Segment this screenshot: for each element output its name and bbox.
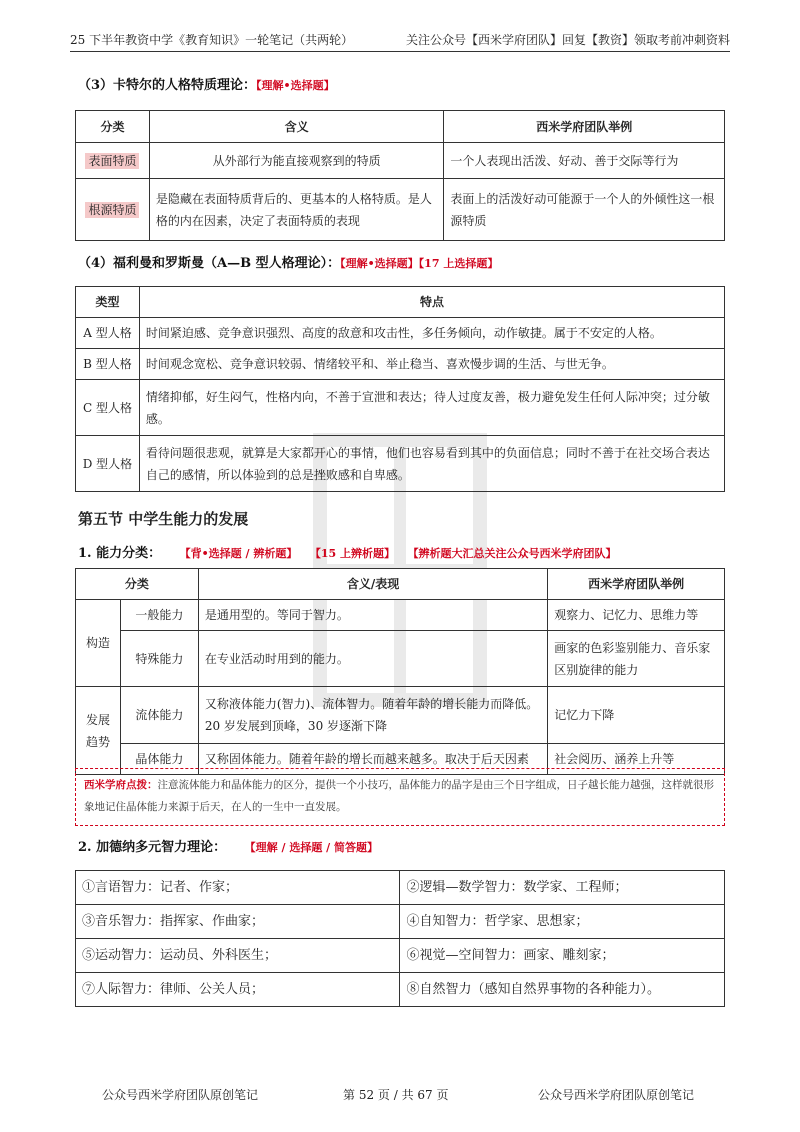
header-right: 关注公众号【西米学府团队】回复【教资】领取考前冲刺资料 [405, 33, 730, 47]
ability-example: 观察力、记忆力、思维力等 [548, 600, 725, 631]
ability-meaning: 又称液体能力(智力)、流体智力。随着年龄的增长能力而降低。20 岁发展到顶峰，30 岁逐渐下降 [198, 687, 547, 744]
personality-type: A 型人格 [76, 318, 140, 349]
table-header: 西米学府团队举例 [548, 569, 725, 600]
ability-example: 社会阅历、涵养上升等 [548, 744, 725, 775]
gardner-heading [78, 836, 378, 855]
table-header: 西米学府团队举例 [444, 111, 725, 143]
personality-type: D 型人格 [76, 436, 140, 492]
table-row [76, 143, 725, 179]
ability-heading [78, 542, 617, 561]
intelligence-cell: ⑤运动智力：运动员、外科医生； [76, 939, 400, 973]
intelligence-cell: ②逻辑—数学智力：数学家、工程师； [400, 871, 725, 905]
table-row [76, 687, 725, 744]
intelligence-cell: ①言语智力：记者、作家； [76, 871, 400, 905]
footer-right: 公众号西米学府团队原创笔记 [538, 1088, 695, 1102]
ability-tag: 【辨析题大汇总关注公众号西米学府团队】 [407, 547, 617, 560]
table-header: 特点 [139, 287, 724, 318]
footer-left: 公众号西米学府团队原创笔记 [102, 1088, 259, 1102]
section-title: 第五节 中学生能力的发展 [78, 510, 249, 528]
friedman-tag: 【理解•选择题】【17 上选择题】 [340, 257, 499, 270]
friedman-table [75, 286, 725, 492]
tip-box [75, 768, 725, 826]
personality-type: B 型人格 [76, 349, 140, 380]
friedman-title: （4）福利曼和罗斯曼（A—B 型人格理论）： [78, 256, 341, 271]
page-header [70, 30, 730, 52]
ability-tag: 【背•选择题 / 辨析题】 [179, 547, 298, 560]
trait-example: 一个人表现出活泼、好动、善于交际等行为 [444, 143, 725, 179]
personality-desc: 时间紧迫感、竞争意识强烈、高度的敌意和攻击性，多任务倾向，动作敏捷。属于不安定的人格。 [139, 318, 724, 349]
table-row [76, 349, 725, 380]
table-header: 分类 [76, 569, 199, 600]
intelligence-cell: ③音乐智力：指挥家、作曲家； [76, 905, 400, 939]
ability-sub: 晶体能力 [120, 744, 198, 775]
table-header: 含义/表现 [198, 569, 547, 600]
page-number: 第 52 页 / 共 67 页 [343, 1088, 449, 1102]
table-row [76, 939, 725, 973]
ability-sub: 一般能力 [120, 600, 198, 631]
cattell-title: （3）卡特尔的人格特质理论： [78, 78, 257, 93]
ability-sub: 特殊能力 [120, 631, 198, 687]
table-row [76, 631, 725, 687]
header-left: 25 下半年教资中学《教育知识》一轮笔记（共两轮） [70, 33, 354, 47]
friedman-heading [78, 252, 498, 271]
gardner-title: 2. 加德纳多元智力理论： [78, 840, 227, 855]
tip-text: 注意流体能力和晶体能力的区分，提供一个小技巧，晶体能力的晶字是由三个日字组成，日子越长能力越强，这样就很形象地记住晶体能力来源于后天，在人的一生中一直发展。 [84, 779, 714, 813]
ability-meaning: 在专业活动时用到的能力。 [198, 631, 547, 687]
intelligence-cell: ⑦人际智力：律师、公关人员； [76, 973, 400, 1007]
table-row [76, 318, 725, 349]
table-header: 类型 [76, 287, 140, 318]
table-row [76, 905, 725, 939]
tip-label: 西米学府点拨： [84, 779, 158, 791]
ability-sub: 流体能力 [120, 687, 198, 744]
ability-group: 构造 [76, 600, 121, 687]
trait-type: 表面特质 [85, 153, 139, 169]
personality-desc: 看待问题很悲观，就算是大家都开心的事情，他们也容易看到其中的负面信息；同时不善于在社交场合表达自己的感情，所以体验到的总是挫败感和自卑感。 [139, 436, 724, 492]
cattell-heading [78, 74, 335, 93]
table-row [76, 871, 725, 905]
table-header: 含义 [149, 111, 444, 143]
table-row [76, 380, 725, 436]
trait-type: 根源特质 [85, 202, 139, 218]
personality-desc: 情绪抑郁，好生闷气，性格内向，不善于宣泄和表达；待人过度友善，极力避免发生任何人际冲突；过分敏感。 [139, 380, 724, 436]
table-row [76, 436, 725, 492]
intelligence-cell: ⑥视觉—空间智力：画家、雕刻家； [400, 939, 725, 973]
personality-desc: 时间观念宽松、竞争意识较弱、情绪较平和、举止稳当、喜欢慢步调的生活、与世无争。 [139, 349, 724, 380]
table-row [76, 600, 725, 631]
intelligence-cell: ④自知智力：哲学家、思想家； [400, 905, 725, 939]
trait-meaning: 是隐藏在表面特质背后的、更基本的人格特质。是人格的内在因素，决定了表面特质的表现 [149, 179, 444, 241]
ability-title: 1. 能力分类： [78, 546, 162, 561]
gardner-table [75, 870, 725, 1007]
trait-meaning: 从外部行为能直接观察到的特质 [149, 143, 444, 179]
trait-example: 表面上的活泼好动可能源于一个人的外倾性这一根源特质 [444, 179, 725, 241]
ability-table [75, 568, 725, 775]
ability-meaning: 是通用型的。等同于智力。 [198, 600, 547, 631]
table-header: 分类 [76, 111, 150, 143]
table-row [76, 179, 725, 241]
gardner-tag: 【理解 / 选择题 / 简答题】 [244, 841, 378, 854]
ability-group: 发展趋势 [76, 687, 121, 775]
ability-example: 画家的色彩鉴别能力、音乐家区别旋律的能力 [548, 631, 725, 687]
intelligence-cell: ⑧自然智力（感知自然界事物的各种能力）。 [400, 973, 725, 1007]
ability-tag: 【15 上辨析题】 [309, 547, 396, 560]
cattell-table [75, 110, 725, 241]
cattell-tag: 【理解•选择题】 [256, 79, 335, 92]
table-row [76, 973, 725, 1007]
ability-meaning: 又称固体能力。随着年龄的增长而越来越多。取决于后天因素 [198, 744, 547, 775]
personality-type: C 型人格 [76, 380, 140, 436]
ability-example: 记忆力下降 [548, 687, 725, 744]
